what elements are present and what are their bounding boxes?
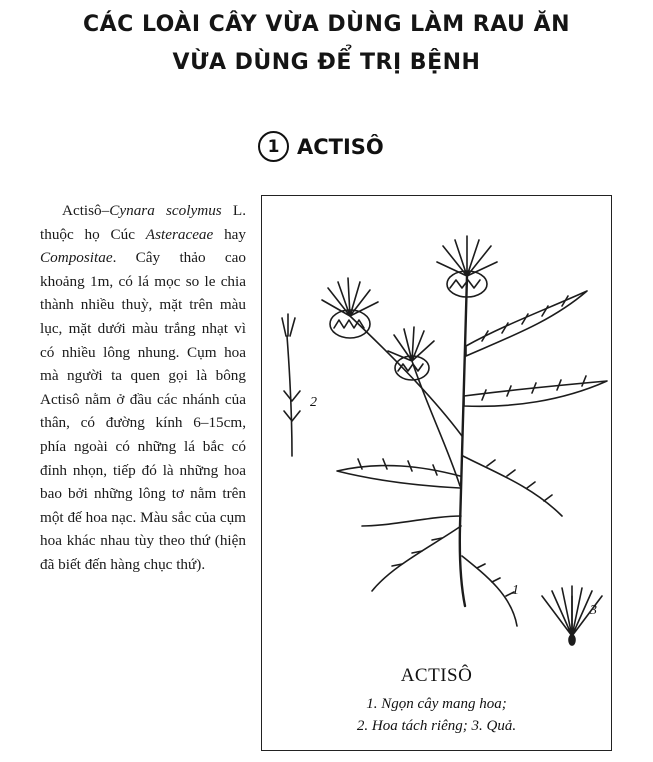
body-text-3: L. thuộc họ Cúc	[40, 202, 246, 243]
figure-label-2: 2	[310, 395, 317, 410]
body-text-2: Cynara scolymus	[109, 202, 222, 219]
body-text-7: . Cây thảo cao khoảng 1m, có lá mọc so le chia thành nhiều thuỳ, mặt trên màu lục, mặt dưới màu trắng nhạt vì có nhiều lông nhung. Cụm hoa mà người ta quen gọi là bông Actisô nằm ở đầu các nhánh của thân, có đường kính 6–15cm, phía ngoài có những lá bắc có đỉnh nhọn, tiếp đó là những hoa bao bởi những lông tơ nằm trên một đế hoa nạc. Màu sắc của cụm hoa khác nhau tùy theo thứ (hiện đã biết đến hàng chục thứ).	[40, 249, 246, 573]
figure-caption-line-2: 2. Hoa tách riêng; 3. Quả.	[356, 718, 517, 734]
figure-caption-line-1: 1. Ngọn cây mang hoa;	[366, 696, 507, 712]
section-number: 1	[267, 136, 280, 157]
body-text-5: hay	[213, 225, 246, 243]
page-heading-line-1: CÁC LOÀI CÂY VỪA DÙNG LÀM RAU ĂN	[82, 12, 571, 37]
body-text-6: Compositae	[40, 249, 113, 267]
page-heading-line-2: VỪA DÙNG ĐỂ TRỊ BỆNH	[172, 50, 481, 75]
figure-label-1: 1	[512, 583, 519, 598]
body-paragraph	[40, 199, 246, 577]
figure-frame	[261, 195, 612, 751]
section-number-badge	[258, 131, 289, 162]
section-title: ACTISÔ	[297, 134, 384, 159]
figure-caption-title: ACTISÔ	[400, 665, 473, 686]
body-text-4: Asteraceae	[145, 225, 214, 243]
figure-label-3: 3	[590, 603, 597, 618]
body-text-1: Actisô–	[62, 202, 110, 219]
section-heading	[258, 131, 384, 162]
